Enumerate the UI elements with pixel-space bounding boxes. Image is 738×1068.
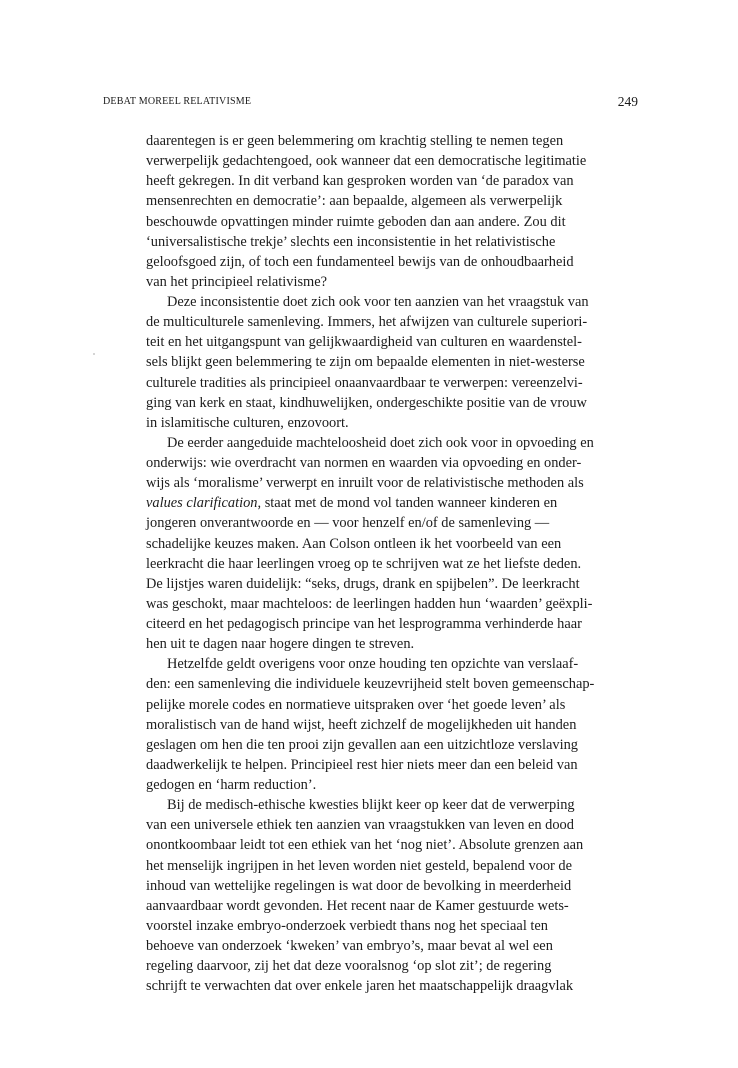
text-line: daadwerkelijk te helpen. Principieel rest hier niets meer dan een beleid van [146, 756, 578, 773]
text-line: heeft gekregen. In dit verband kan gesproken worden van ‘de paradox van [146, 173, 574, 190]
text-line: onontkoombaar leidt tot een ethiek van het ‘nog niet’. Absolute grenzen aan [146, 837, 584, 854]
scan-speck [93, 353, 95, 355]
text-fragment: , staat met de mond vol tanden wanneer kinderen en [257, 495, 558, 512]
text-line: ging van kerk en staat, kindhuwelijken, ondergeschikte positie van de vrouw [146, 394, 587, 411]
text-line: regeling daarvoor, zij het dat deze vooralsnog ‘op slot zit’; de regering [146, 958, 552, 975]
text-line: den: een samenleving die individuele keuzevrijheid stelt boven gemeenschap- [146, 676, 595, 693]
page-header [103, 96, 638, 112]
paragraph-start-line: De eerder aangeduide machteloosheid doet zich ook voor in opvoeding en [167, 434, 594, 451]
text-line: geloofsgoed zijn, of toch een fundamenteel bewijs van de onhoudbaarheid [146, 253, 574, 270]
text-line: verwerpelijk gedachtengoed, ook wanneer dat een democratische legitimatie [146, 153, 587, 170]
text-line: de multiculturele samenleving. Immers, het afwijzen van culturele superiori- [146, 314, 588, 331]
text-line: van het principieel relativisme? [146, 273, 328, 290]
text-line: beschouwde opvattingen minder ruimte geboden dan aan andere. Zou dit [146, 213, 566, 230]
text-line: wijs als ‘moralisme’ verwerpt en inruilt voor de relativistische methoden als [146, 475, 584, 492]
paragraph-start-line: Hetzelfde geldt overigens voor onze houding ten opzichte van verslaaf- [167, 656, 579, 673]
page-number: 249 [617, 94, 638, 109]
paragraph-start-line: Bij de medisch-ethische kwesties blijkt keer op keer dat de verwerping [167, 797, 575, 814]
text-line: ‘universalistische trekje’ slechts een inconsistentie in het relativistische [146, 233, 556, 250]
text-line: leerkracht die haar leerlingen vroeg op te schrijven wat ze het liefste deden. [146, 555, 582, 572]
body-text [146, 131, 638, 996]
text-line: schadelijke keuzes maken. Aan Colson ontleen ik het voorbeeld van een [146, 535, 562, 552]
text-line: De lijstjes waren duidelijk: “seks, drugs, drank en spijbelen”. De leerkracht [146, 575, 580, 592]
text-line: pelijke morele codes en normatieve uitspraken over ‘het goede leven’ als [146, 696, 566, 713]
text-line: moralistisch van de hand wijst, heeft zichzelf de mogelijkheden uit handen [146, 716, 577, 733]
text-line: van een universele ethiek ten aanzien van vraagstukken van leven en dood [146, 817, 574, 834]
text-line: citeerd en het pedagogisch principe van het lesprogramma verhinderde haar [146, 616, 582, 632]
text-line: gedogen en ‘harm reduction’. [146, 777, 317, 793]
text-line: geslagen om hen die ten prooi zijn gevallen aan een uitzichtloze verslaving [146, 736, 578, 753]
text-line: jongeren onverantwoorde en — voor henzelf en/of de samenleving — [146, 515, 550, 532]
text-line: culturele tradities als principieel onaanvaardbaar te verwerpen: vereenzelvi- [146, 374, 583, 391]
text-line: behoeve van onderzoek ‘kweken’ van embryo’s, maar bevat al wel een [146, 938, 553, 954]
text-line: schrijft te verwachten dat over enkele jaren het maatschappelijk draagvlak [146, 978, 574, 995]
text-line: daarentegen is er geen belemmering om krachtig stelling te nemen tegen [146, 133, 564, 149]
text-line: mensenrechten en democratie’: aan bepaalde, algemeen als verwerpelijk [146, 193, 563, 210]
running-head: DEBAT MOREEL RELATIVISME [103, 96, 252, 107]
text-line: onderwijs: wie overdracht van normen en waarden via opvoeding en onder- [146, 455, 582, 471]
text-line: in islamitische culturen, enzovoort. [146, 414, 349, 431]
text-line: sels blijkt geen belemmering te zijn om bepaalde elementen in niet-westerse [146, 354, 585, 371]
text-line: aanvaardbaar wordt gevonden. Het recent naar de Kamer gestuurde wets- [146, 897, 569, 914]
italic-term: values clarification [146, 495, 258, 512]
text-line: voorstel inzake embryo-onderzoek verbiedt thans nog het speciaal ten [146, 917, 548, 934]
text-line-with-italic [146, 493, 638, 513]
text-line: teit en het uitgangspunt van gelijkwaardigheid van culturen en waardenstel- [146, 334, 582, 351]
text-line: hen uit te dagen naar hogere dingen te streven. [146, 636, 415, 653]
text-line: inhoud van wettelijke regelingen is wat door de bevolking in meerderheid [146, 877, 572, 894]
text-line: was geschokt, maar machteloos: de leerlingen hadden hun ‘waarden’ geëxpli- [146, 595, 593, 612]
text-line: het menselijk ingrijpen in het leven worden niet gesteld, bepalend voor de [146, 857, 572, 874]
paragraph-start-line: Deze inconsistentie doet zich ook voor ten aanzien van het vraagstuk van [167, 294, 589, 310]
